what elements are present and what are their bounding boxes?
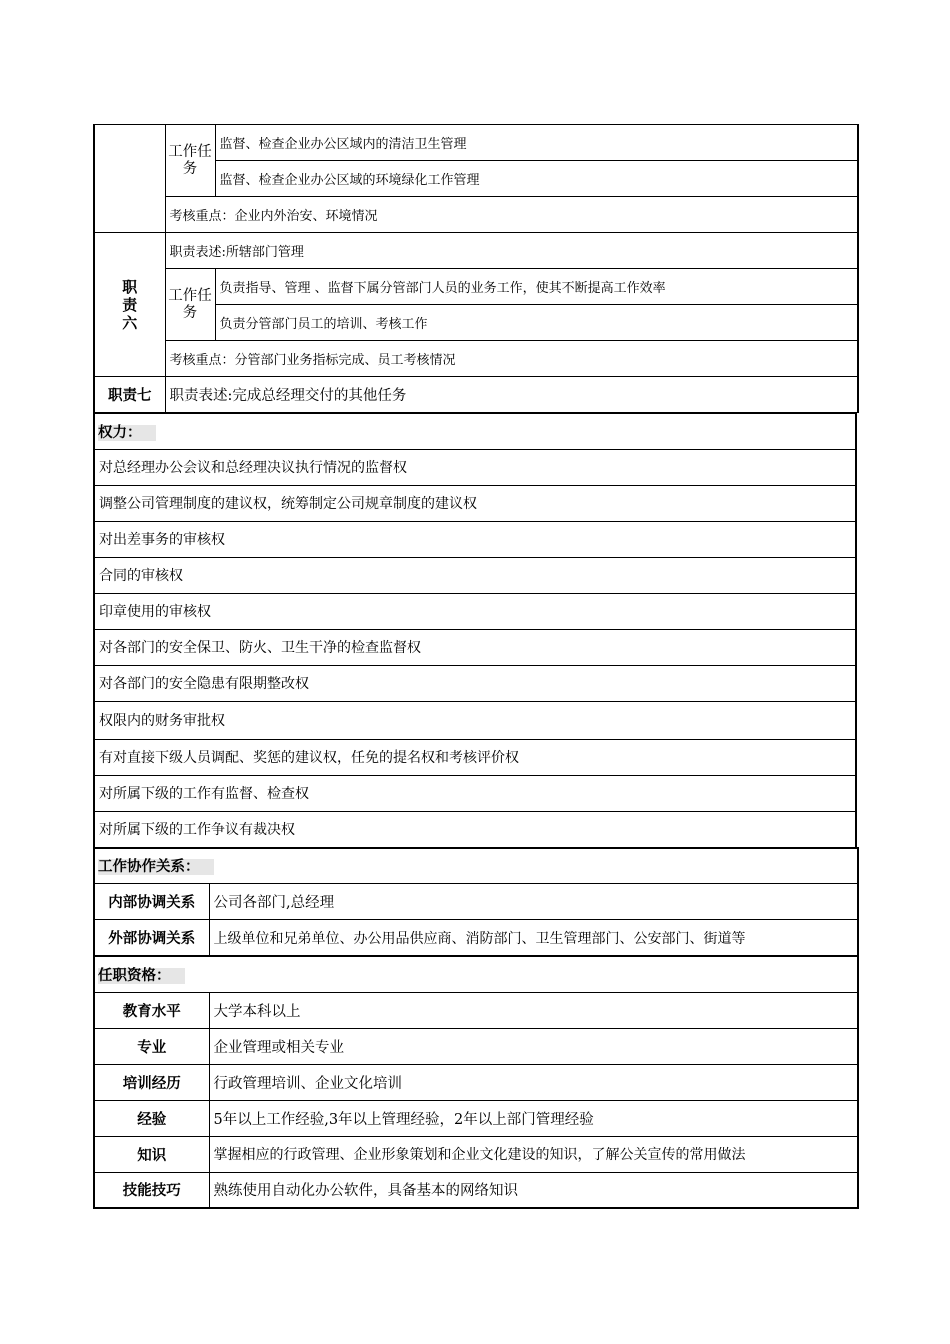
duty-seven-label: 职责七: [94, 377, 165, 413]
duties-table: [93, 124, 859, 413]
qualification-value: 行政管理培训、企业文化培训: [209, 1064, 858, 1100]
authority-item: 对所属下级的工作争议有裁决权: [94, 811, 856, 847]
duty-six-task-item: 负责指导、管理 、监督下属分管部门人员的业务工作，使其不断提高工作效率: [215, 269, 858, 305]
qualification-label: 教育水平: [94, 992, 209, 1028]
duty-six-task-item: 负责分管部门员工的培训、考核工作: [215, 305, 858, 341]
qualification-value: 5年以上工作经验,3年以上管理经验，2年以上部门管理经验: [209, 1100, 858, 1136]
relation-value: 上级单位和兄弟单位、办公用品供应商、消防部门、卫生管理部门、公安部门、街道等: [209, 920, 858, 956]
prev-task-item: 监督、检查企业办公区域内的清洁卫生管理: [215, 125, 858, 161]
duty-six-label-text: 职责六: [122, 277, 138, 332]
authority-item: 有对直接下级人员调配、奖惩的建议权，任免的提名权和考核评价权: [94, 739, 856, 775]
authority-title-text: 权力：: [98, 425, 156, 441]
qualification-value: 掌握相应的行政管理、企业形象策划和企业文化建设的知识，了解公关宣传的常用做法: [209, 1136, 858, 1172]
job-description-page: [93, 124, 857, 1209]
qualification-label: 培训经历: [94, 1064, 209, 1100]
authority-table: [93, 412, 857, 848]
authority-item: 对所属下级的工作有监督、检查权: [94, 775, 856, 811]
relations-title: [94, 848, 858, 884]
qualification-label: 技能技巧: [94, 1172, 209, 1208]
qualifications-title-text: 任职资格：: [98, 968, 185, 984]
authority-title: [94, 413, 856, 449]
authority-item: 调整公司管理制度的建议权，统筹制定公司规章制度的建议权: [94, 485, 856, 521]
relations-table: [93, 847, 859, 957]
relation-label: 外部协调关系: [94, 920, 209, 956]
authority-item: 合同的审核权: [94, 557, 856, 593]
duty-six-assessment: 考核重点：分管部门业务指标完成、员工考核情况: [165, 341, 858, 377]
prev-assessment: 考核重点：企业内外治安、环境情况: [165, 197, 858, 233]
duty-six-label: [94, 233, 165, 377]
duty-six-description: 职责表述:所辖部门管理: [165, 233, 858, 269]
duty-six-tasks-label: 工作任务: [165, 269, 215, 341]
qualification-label: 知识: [94, 1136, 209, 1172]
qualifications-title: [94, 956, 858, 992]
authority-item: 权限内的财务审批权: [94, 701, 856, 739]
duty-seven-description: 职责表述:完成总经理交付的其他任务: [165, 377, 858, 413]
authority-item: 对出差事务的审核权: [94, 521, 856, 557]
qualification-value: 企业管理或相关专业: [209, 1028, 858, 1064]
duty-five-label-cell: [94, 125, 165, 233]
authority-item: 对各部门的安全保卫、防火、卫生干净的检查监督权: [94, 629, 856, 665]
relation-label: 内部协调关系: [94, 884, 209, 920]
relation-value: 公司各部门,总经理: [209, 884, 858, 920]
qualification-label: 专业: [94, 1028, 209, 1064]
qualification-value: 熟练使用自动化办公软件，具备基本的网络知识: [209, 1172, 858, 1208]
qualifications-table: [93, 955, 859, 1209]
relations-title-text: 工作协作关系：: [98, 859, 214, 875]
prev-task-item: 监督、检查企业办公区域的环境绿化工作管理: [215, 161, 858, 197]
qualification-value: 大学本科以上: [209, 992, 858, 1028]
qualification-label: 经验: [94, 1100, 209, 1136]
authority-item: 对各部门的安全隐患有限期整改权: [94, 665, 856, 701]
authority-item: 印章使用的审核权: [94, 593, 856, 629]
prev-tasks-label: 工作任务: [165, 125, 215, 197]
authority-item: 对总经理办公会议和总经理决议执行情况的监督权: [94, 449, 856, 485]
